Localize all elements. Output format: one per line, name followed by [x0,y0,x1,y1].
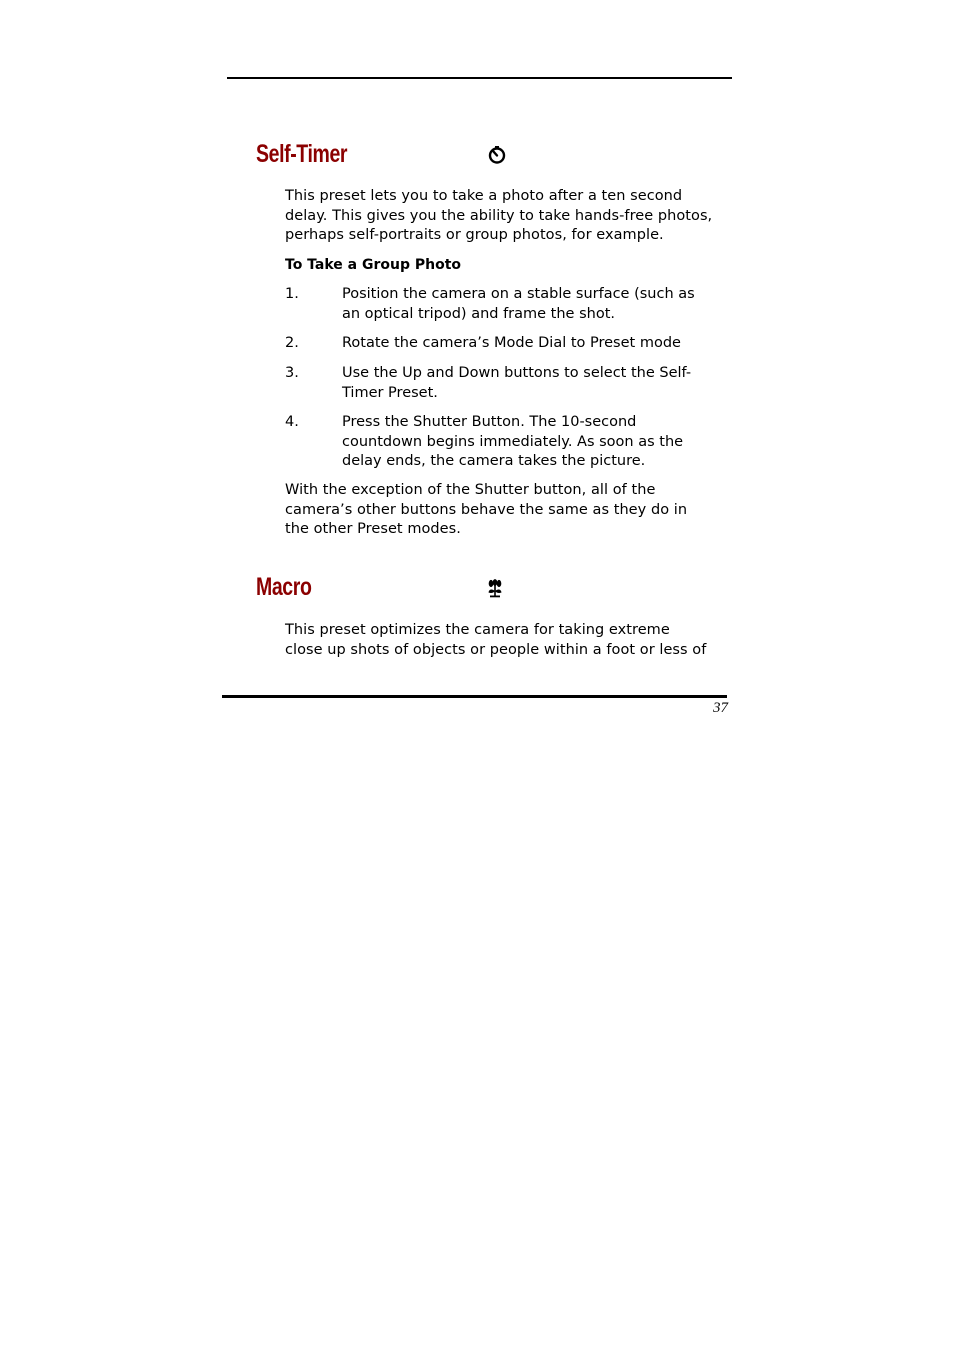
text-line: Rotate the camera’s Mode Dial to Preset mode [342,335,681,351]
text-line: Press the Shutter Button. The 10-second [342,414,637,430]
list-number: 3. [285,365,299,381]
self-timer-intro [285,187,737,246]
list-number: 4. [285,414,299,430]
text-line: delay ends, the camera takes the picture. [342,453,646,470]
macro-intro [285,621,737,660]
macro-flower-icon [486,579,504,598]
group-photo-subheading: To Take a Group Photo [285,257,462,273]
header-rule [227,77,732,79]
text-line: the other Preset modes. [285,521,461,538]
self-timer-outro [285,481,737,540]
list-text [342,413,683,472]
list-text [342,364,691,403]
list-number: 2. [285,335,299,351]
text-line: Use the Up and Down buttons to select the Self- [342,365,692,381]
list-text [342,334,681,354]
text-line: With the exception of the Shutter button, all of the [285,482,656,498]
text-line: Timer Preset. [342,384,438,401]
page-number: 37 [713,700,728,716]
self-timer-heading: Self-Timer [256,140,348,168]
text-line: This preset optimizes the camera for taking extreme [285,622,670,638]
text-line: perhaps self-portraits or group photos, for example. [285,227,664,244]
text-line: This preset lets you to take a photo after a ten second [285,188,683,204]
text-line: Position the camera on a stable surface (such as [342,286,695,302]
list-number: 1. [285,286,299,302]
text-line: an optical tripod) and frame the shot. [342,305,616,322]
macro-heading: Macro [256,573,312,601]
list-text [342,285,695,324]
text-line: camera’s other buttons behave the same as they do in [285,501,688,518]
footer-rule [222,695,727,698]
self-timer-icon [487,145,507,165]
text-line: close up shots of objects or people within a foot or less of [285,641,707,658]
text-line: countdown begins immediately. As soon as the [342,433,684,450]
text-line: delay. This gives you the ability to take hands-free photos, [285,207,713,224]
